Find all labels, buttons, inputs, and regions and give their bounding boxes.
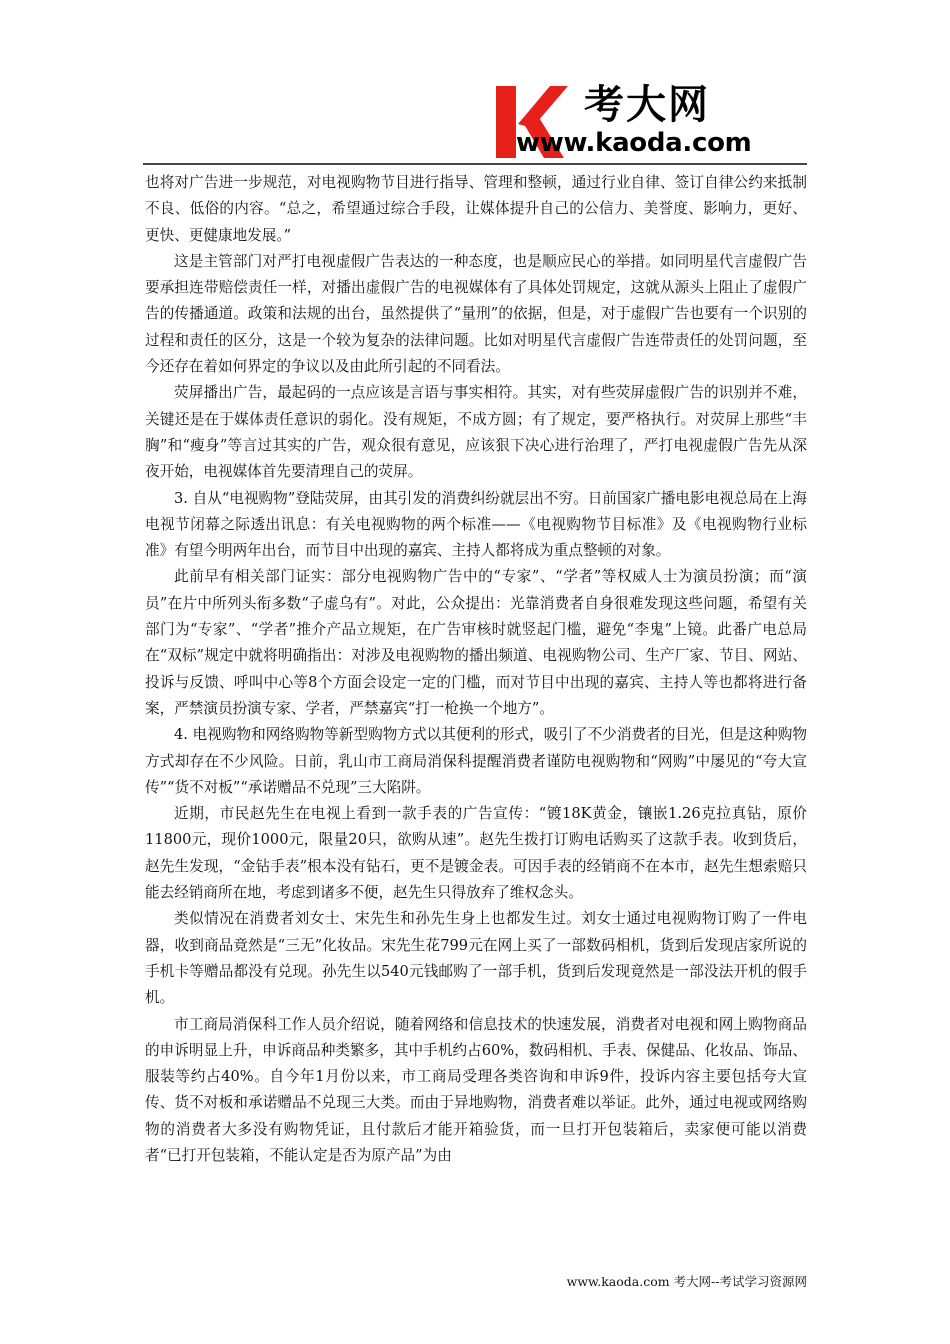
paragraph: 这是主管部门对严打电视虚假广告表达的一种态度，也是顺应民心的举措。如同明星代言虚假广告要承担连带赔偿责任一样，对播出虚假广告的电视媒体有了具体处罚规定，这就从源头上阻止了虚假广告的传播通道。政策和法规的出台，虽然提供了“量刑”的依据，但是，对于虚假广告也要有一个识别的过程和责任的区分，这是一个较为复杂的法律问题。比如对明星代言虚假广告连带责任的处罚问题，至今还存在着如何界定的争议以及由此所引起的不同看法。 [145, 252, 807, 376]
article-body [145, 170, 807, 1169]
header-divider [143, 163, 807, 165]
paragraph: 3. 自从“电视购物”登陆荧屏，由其引发的消费纠纷就层出不穷。日前国家广播电影电视总局在上海电视节闭幕之际透出讯息：有关电视购物的两个标准——《电视购物节目标准》及《电视购物行业标准》有望今明两年出台，而节目中出现的嘉宾、主持人都将成为重点整顿的对象。 [145, 489, 807, 560]
site-logo [488, 80, 818, 160]
paragraph: 类似情况在消费者刘女士、宋先生和孙先生身上也都发生过。刘女士通过电视购物订购了一件电器，收到商品竟然是“三无”化妆品。宋先生花799元在网上买了一部数码相机，货到后发现店家所说的手机卡等赠品都没有兑现。孙先生以540元钱邮购了一部手机，货到后发现竟然是一部没法开机的假手机。 [145, 910, 807, 1007]
paragraph: 市工商局消保科工作人员介绍说，随着网络和信息技术的快速发展，消费者对电视和网上购物商品的申诉明显上升，申诉商品种类繁多，其中手机约占60%，数码相机、手表、保健品、化妆品、饰品、服装等约占40%。自今年1月份以来，市工商局受理各类咨询和申诉9件，投诉内容主要包括夸大宣传、货不对板和承诺赠品不兑现三大类。而由于异地购物，消费者难以举证。此外，通过电视或网络购物的消费者大多没有购物凭证，且付款后才能开箱验货，而一旦打开包装箱后，卖家便可能以消费者“已打开包装箱，不能认定是否为原产品”为由 [145, 1015, 807, 1164]
logo-chinese-name: 考大网 [584, 82, 710, 128]
paragraph: 4. 电视购物和网络购物等新型购物方式以其便利的形式，吸引了不少消费者的目光，但是这种购物方式却存在不少风险。日前，乳山市工商局消保科提醒消费者谨防电视购物和“网购”中屡见的“夸大宣传”“货不对板”“承诺赠品不兑现”三大陷阱。 [145, 726, 807, 796]
page-footer: www.kaoda.com 考大网--考试学习资源网 [566, 1274, 807, 1289]
paragraph: 近期，市民赵先生在电视上看到一款手表的广告宣传：“镀18K黄金，镶嵌1.26克拉真钻，原价11800元，现价1000元，限量20只，欲购从速”。赵先生拨打订购电话购买了这款手表。收到货后，赵先生发现，“金钻手表”根本没有钻石，更不是镀金表。可因手表的经销商不在本市，赵先生想索赔只能去经销商所在地，考虑到诸多不便，赵先生只得放弃了维权念头。 [145, 805, 807, 902]
paragraph: 也将对广告进一步规范，对电视购物节目进行指导、管理和整顿，通过行业自律、签订自律公约来抵制不良、低俗的内容。“总之，希望通过综合手段，让媒体提升自己的公信力、美誉度、影响力，更好、更快、更健康地发展。” [145, 174, 807, 244]
paragraph: 荧屏播出广告，最起码的一点应该是言语与事实相符。其实，对有些荧屏虚假广告的识别并不难，关键还是在于媒体责任意识的弱化。没有规矩，不成方圆；有了规定，要严格执行。对荧屏上那些“丰胸”和“瘦身”等言过其实的广告，观众很有意见，应该狠下决心进行治理了，严打电视虚假广告先从深夜开始，电视媒体首先要清理自己的荧屏。 [145, 384, 807, 481]
paragraph: 此前早有相关部门证实：部分电视购物广告中的“专家”、“学者”等权威人士为演员扮演；而“演员”在片中所列头衔多数“子虚乌有”。对此，公众提出：光靠消费者自身很难发现这些问题，希望有关部门为“专家”、“学者”推介产品立规矩，在广告审核时就竖起门槛，避免“李鬼”上镜。此番广电总局在“双标”规定中就将明确指出：对涉及电视购物的播出频道、电视购物公司、生产厂家、节目、网站、投诉与反馈、呼叫中心等8个方面会设定一定的门槛，而对节目中出现的嘉宾、主持人等也都将进行备案，严禁演员扮演专家、学者，严禁嘉宾“打一枪换一个地方”。 [145, 568, 807, 717]
logo-url: www.kaoda.com [516, 128, 752, 158]
